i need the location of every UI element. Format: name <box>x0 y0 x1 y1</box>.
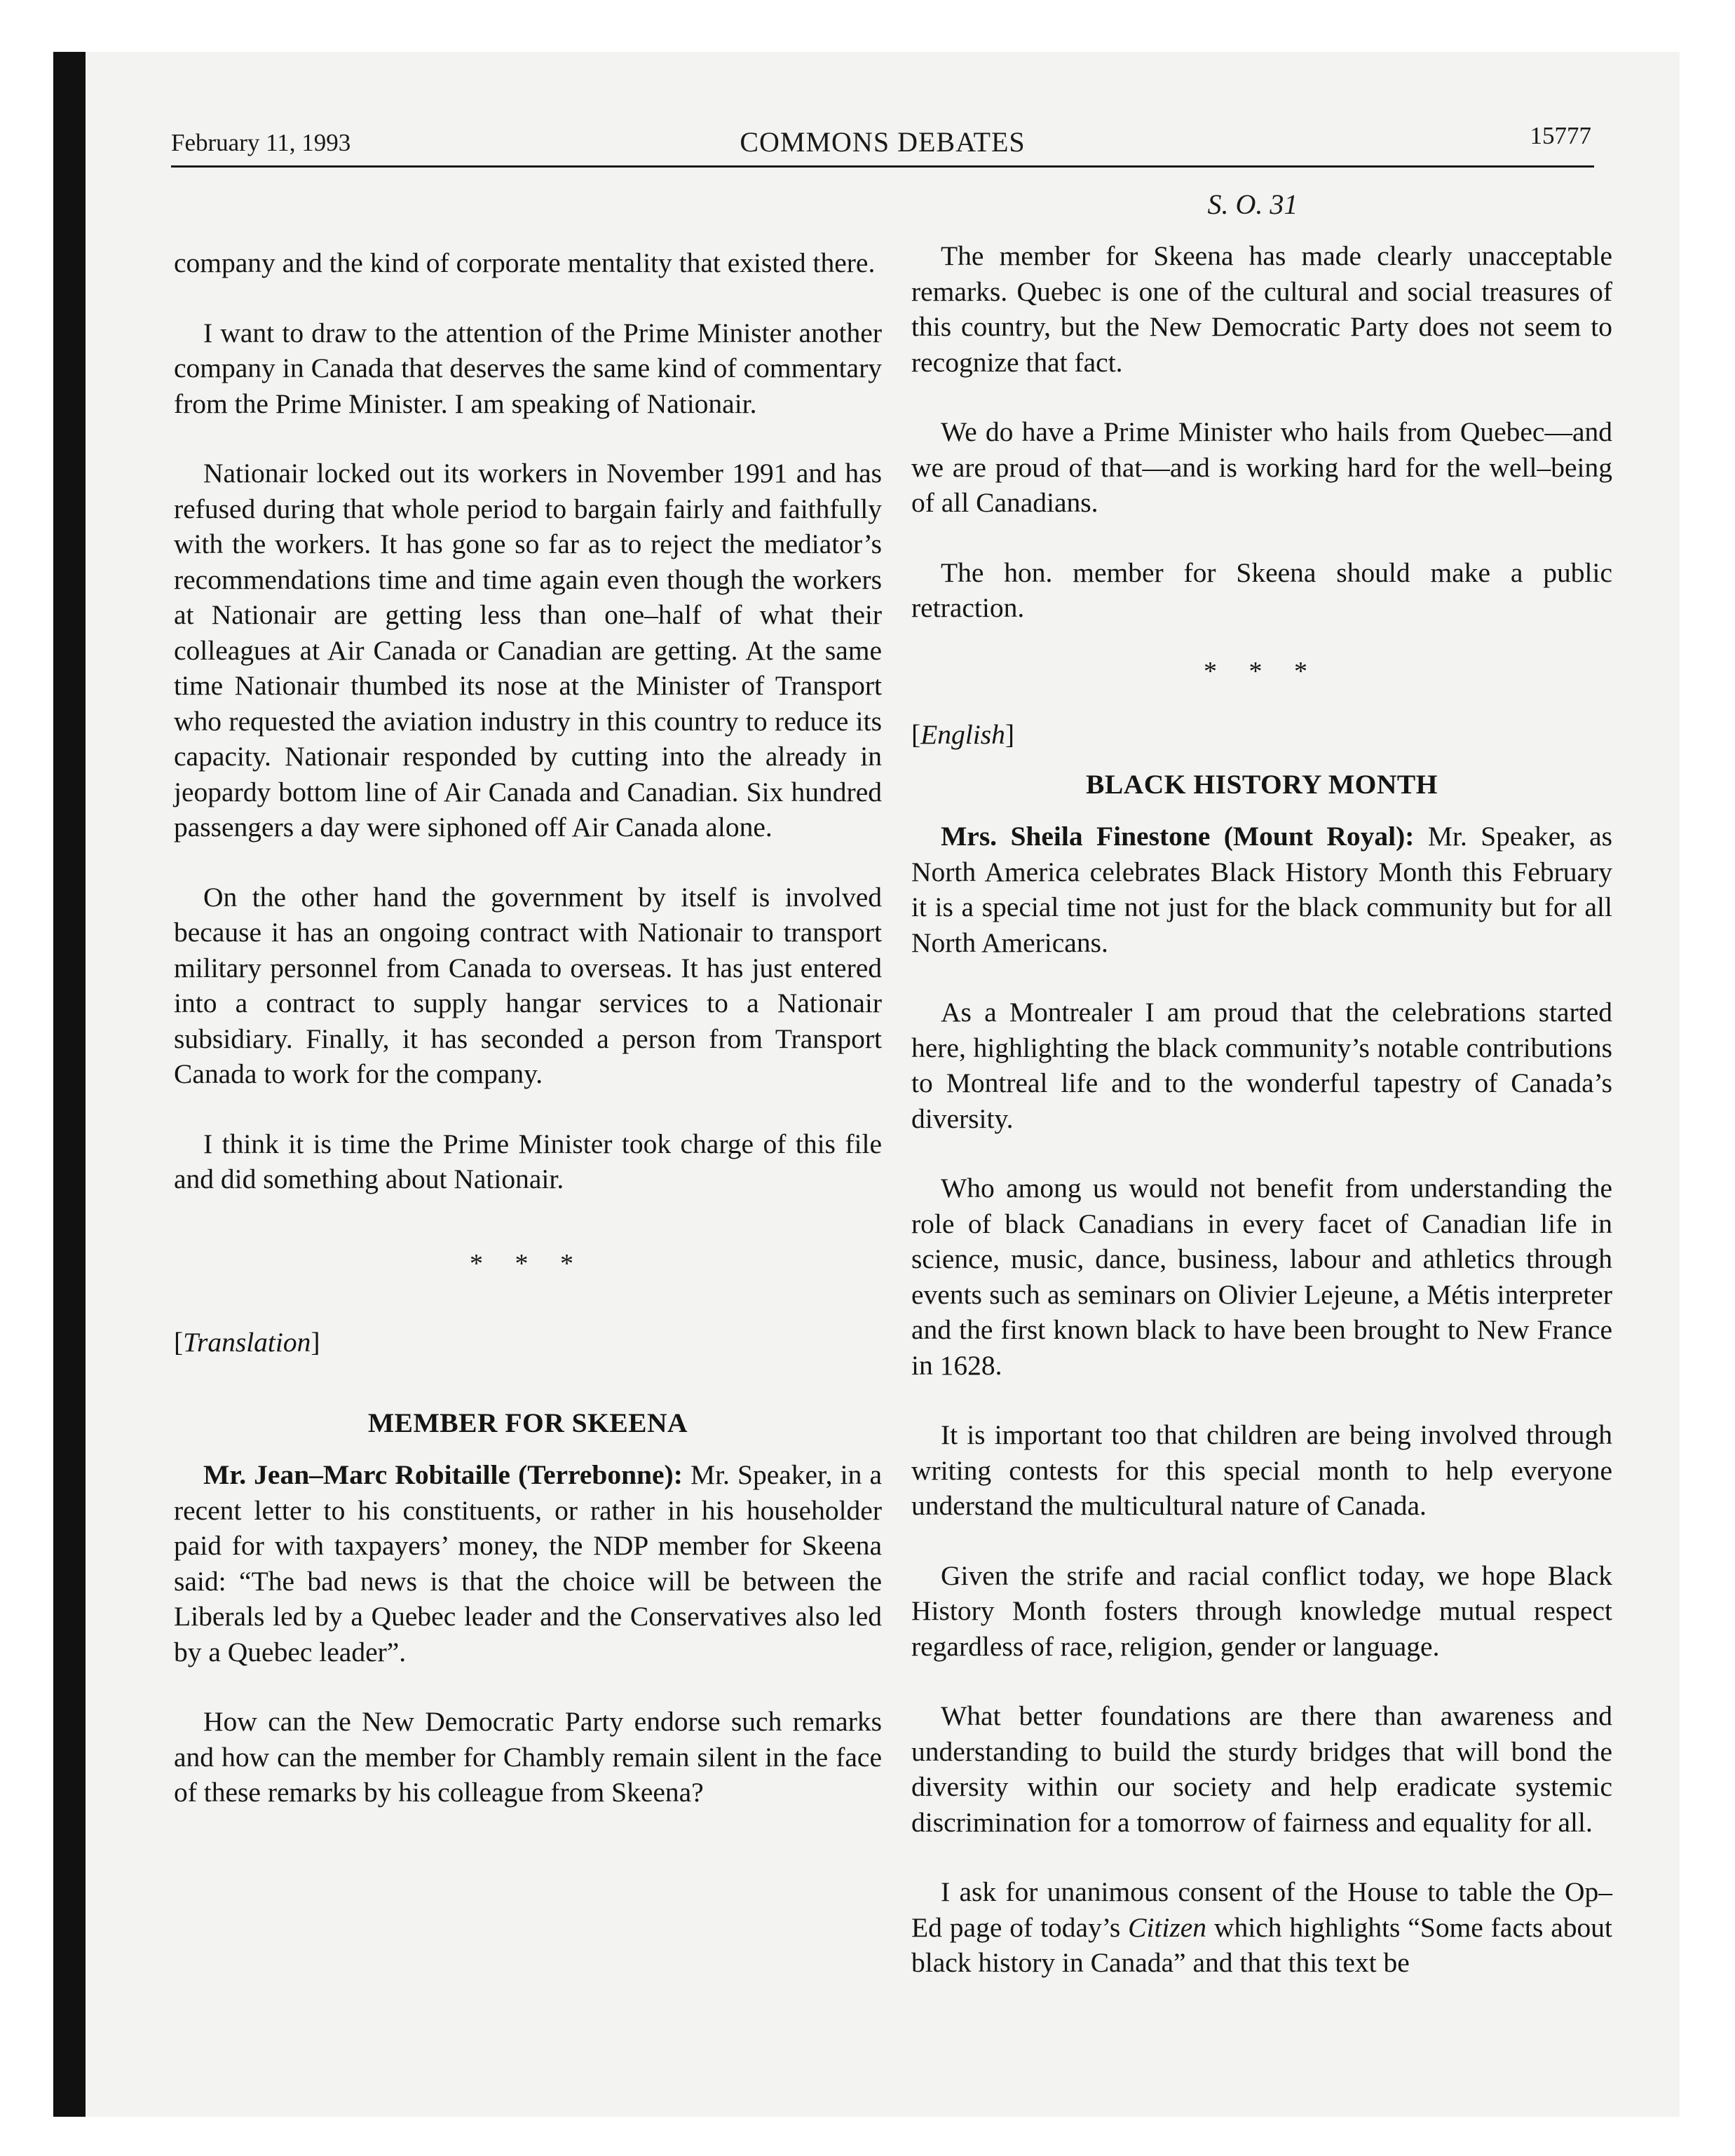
section-heading: MEMBER FOR SKEENA <box>367 1407 688 1438</box>
speech-text: Mr. Speaker, in a recent letter to his constituents, or rather in his householder paid for with taxpayers’ money, the NDP member for Skeena said: “The bad news is that the choice will be between the Liberals led by a Quebec leader and the Conservatives also led by a Quebec leader”. <box>174 1459 882 1667</box>
speech-paragraph <box>174 1457 882 1670</box>
paragraph: Who among us would not benefit from understanding the role of black Canadians in every facet of Canadian life in science, music, dance, business, labour and athletics through events such as seminars on Olivier Lejeune, a Métis interpreter and the first known black to have been brought to New France in 1628. <box>911 1173 1612 1381</box>
paragraph: What better foundations are there than awareness and understanding to build the sturdy bridges that will bond the diversity within our society and help eradicate systemic discrimination for a tomorrow of fairness and equality for all. <box>911 1700 1612 1838</box>
language-label-text: Translation <box>183 1327 311 1358</box>
paragraph: We do have a Prime Minister who hails from Quebec—and we are proud of that—and is working hard for the well–being of all Canadians. <box>911 416 1612 518</box>
header-page-number: 15777 <box>1530 122 1591 149</box>
paragraph: I think it is time the Prime Minister took charge of this file and did something about Nationair. <box>174 1128 882 1194</box>
header-date: February 11, 1993 <box>171 129 351 156</box>
header-rule <box>171 165 1594 168</box>
left-column <box>174 245 882 1845</box>
section-label: S. O. 31 <box>1207 189 1298 220</box>
right-column <box>911 238 1612 2015</box>
paragraph: The hon. member for Skeena should make a public retraction. <box>911 557 1612 623</box>
paragraph: On the other hand the government by itself is involved because it has an ongoing contract with Nationair to transport military personnel from Canada to overseas. It has just entered into a contract to supply hangar services to a Nationair subsidiary. Finally, it has seconded a person from Transport Canada to work for the company. <box>174 881 882 1089</box>
section-separator: * * * <box>470 1248 586 1278</box>
paragraph: company and the kind of corporate mentality that existed there. <box>174 247 876 278</box>
paragraph: I want to draw to the attention of the Prime Minister another company in Canada that deserves the same kind of commentary from the Prime Minister. I am speaking of Nationair. <box>174 317 882 419</box>
section-separator: * * * <box>1204 656 1320 686</box>
language-label-text: English <box>920 719 1005 750</box>
paragraph: Nationair locked out its workers in November 1991 and has refused during that whole period to bargain fairly and faithfully with the workers. It has gone so far as to reject the mediator’s recommendations time and time again even though the workers at Nationair are getting less than one–half of what their colleagues at Air Canada or Canadian are getting. At the same time Nationair thumbed its nose at the Minister of Transport who requested the aviation industry in this country to reduce its capacity. Nationair responded by cutting into the already in jeopardy bottom line of Air Canada and Canadian. Six hundred passengers a day were siphoned off Air Canada alone. <box>174 458 882 842</box>
language-label: [Translation] <box>174 1327 320 1358</box>
paragraph: As a Montrealer I am proud that the celebrations started here, highlighting the black community’s notable contributions to Montreal life and to the wonderful tapestry of Canada’s diversity. <box>911 997 1612 1134</box>
paragraph: It is important too that children are being involved through writing contests for this special month to help everyone understand the multicultural nature of Canada. <box>911 1419 1612 1521</box>
header-publication-title: COMMONS DEBATES <box>740 126 1026 158</box>
paragraph: The member for Skeena has made clearly unacceptable remarks. Quebec is one of the cultural and social treasures of this country, but the New Democratic Party does not seem to recognize that fact. <box>911 240 1612 378</box>
speaker-name: Mr. Jean–Marc Robitaille (Terrebonne): <box>203 1459 683 1490</box>
paragraph: Given the strife and racial conflict today, we hope Black History Month fosters through knowledge mutual respect regardless of race, religion, gender or language. <box>911 1560 1612 1662</box>
language-label: [English] <box>911 719 1015 750</box>
scan-binding-edge <box>53 52 86 2117</box>
speaker-name: Mrs. Sheila Finestone (Mount Royal): <box>941 821 1415 852</box>
paragraph: How can the New Democratic Party endorse such remarks and how can the member for Chambly remain silent in the face of these remarks by his colleague from Skeena? <box>174 1706 882 1808</box>
newspaper-title: Citizen <box>1128 1911 1207 1943</box>
paragraph <box>911 1874 1612 1981</box>
running-header <box>171 118 1594 168</box>
paragraph-text: which highlights “Some facts about black history in Canada” and that this text be <box>911 1911 1612 1978</box>
paragraph-text: I ask for unanimous consent of the House to table the Op–Ed page of today’s <box>911 1876 1612 1943</box>
section-heading: BLACK HISTORY MONTH <box>1086 768 1438 800</box>
speech-paragraph <box>911 819 1612 960</box>
speech-text: Mr. Speaker, as North America celebrates Black History Month this February it is a special time not just for the black community but for all North Americans. <box>911 821 1612 958</box>
